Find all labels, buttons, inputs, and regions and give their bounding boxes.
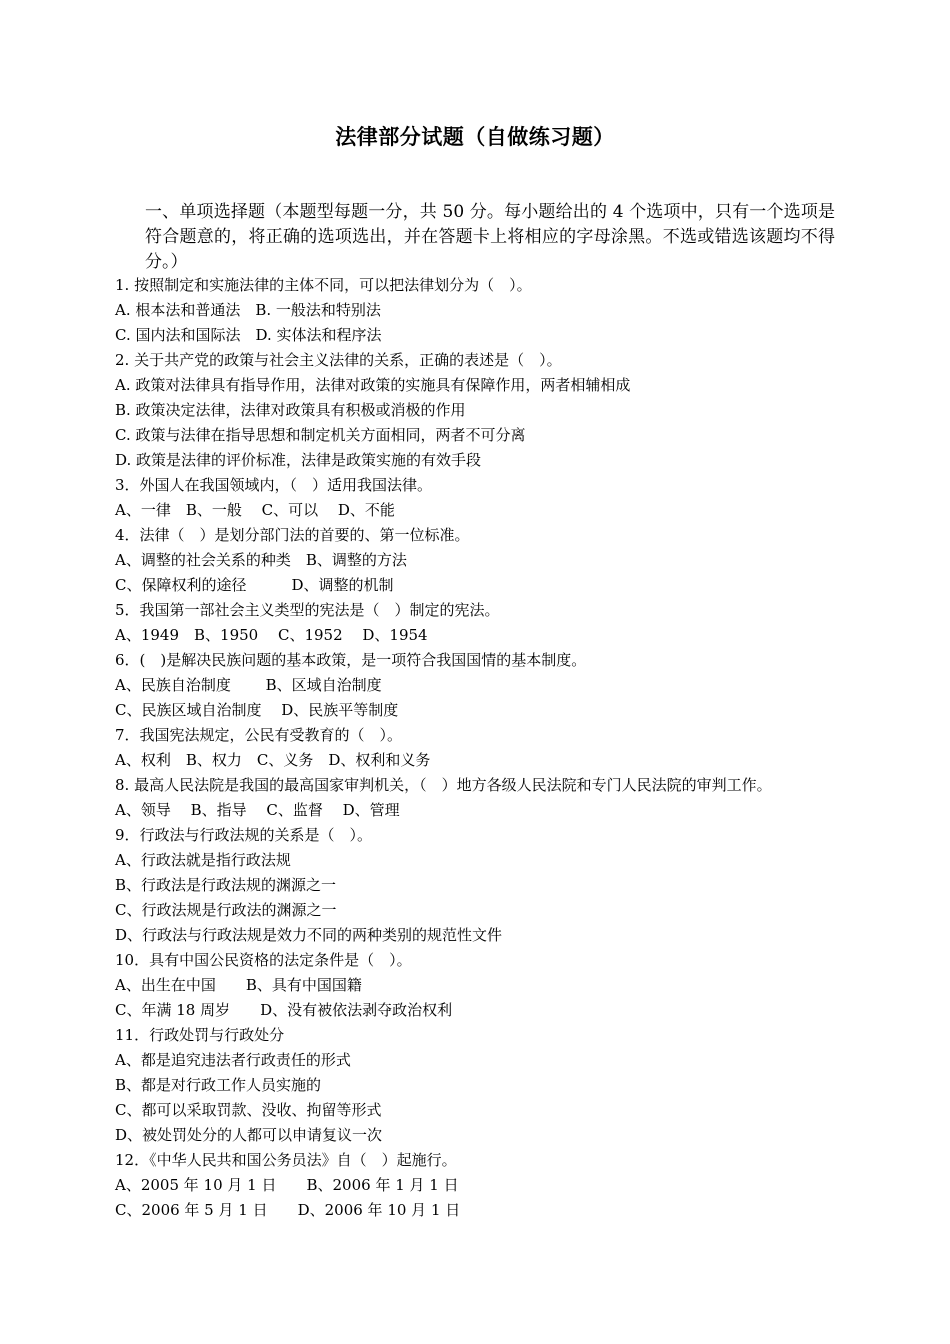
question-7: 7．我国宪法规定，公民有受教育的（ ）。 [115,726,403,744]
question-11: 11．行政处罚与行政处分 [115,1026,285,1044]
question-9-option-b: B、行政法是行政法规的渊源之一 [115,876,337,894]
question-2-option-b: B. 政策决定法律，法律对政策具有积极或消极的作用 [115,401,466,419]
question-3: 3．外国人在我国领域内，（ ）适用我国法律。 [115,476,433,494]
question-9: 9．行政法与行政法规的关系是（ ）。 [115,826,373,844]
question-10-options: C、年满 18 周岁 D、没有被依法剥夺政治权利 [115,1001,453,1019]
question-3-options: A、一律 B、一般 C、可以 D、不能 [115,501,395,519]
question-1: 1. 按照制定和实施法律的主体不同，可以把法律划分为（ ）。 [115,276,532,294]
question-5: 5．我国第一部社会主义类型的宪法是（ ）制定的宪法。 [115,601,500,619]
question-7-options: A、权利 B、权力 C、义务 D、权利和义务 [115,751,431,769]
question-9-option-a: A、行政法就是指行政法规 [115,851,291,869]
question-8: 8. 最高人民法院是我国的最高国家审判机关，（ ）地方各级人民法院和专门人民法院的审判工作。 [115,776,772,794]
question-1-options: C. 国内法和国际法 D. 实体法和程序法 [115,326,382,344]
section-intro: 一、单项选择题（本题型每题一分，共 50 分。每小题给出的 4 个选项中，只有一个选项是符合题意的，将正确的选项选出，并在答题卡上将相应的字母涂黑。不选或错选该题均不得分。） [145,202,835,272]
page-title: 法律部分试题（自做练习题） [335,125,615,149]
question-10: 10．具有中国公民资格的法定条件是（ ）。 [115,951,412,969]
question-1-options: A. 根本法和普通法 B. 一般法和特别法 [115,301,381,319]
question-2-option-d: D. 政策是法律的评价标准，法律是政策实施的有效手段 [115,451,482,469]
question-12: 12．《中华人民共和国公务员法》自（ ）起施行。 [115,1151,457,1169]
question-6-options: C、民族区域自治制度 D、民族平等制度 [115,701,399,719]
question-8-options: A、领导 B、指导 C、监督 D、管理 [115,801,400,819]
question-11-option-c: C、都可以采取罚款、没收、拘留等形式 [115,1101,382,1119]
question-2-option-a: A. 政策对法律具有指导作用，法律对政策的实施具有保障作用，两者相辅相成 [115,376,631,394]
question-4-options: A、调整的社会关系的种类 B、调整的方法 [115,551,407,569]
question-11-option-a: A、都是追究违法者行政责任的形式 [115,1051,351,1069]
question-12-options: A、2005 年 10 月 1 日 B、2006 年 1 月 1 日 [115,1176,459,1194]
question-6-options: A、民族自治制度 B、区域自治制度 [115,676,382,694]
question-4: 4．法律（ ）是划分部门法的首要的、第一位标准。 [115,526,470,544]
question-9-option-c: C、行政法规是行政法的渊源之一 [115,901,337,919]
question-11-option-d: D、被处罚处分的人都可以申请复议一次 [115,1126,383,1144]
question-10-options: A、出生在中国 B、具有中国国籍 [115,976,362,994]
question-9-option-d: D、行政法与行政法规是效力不同的两种类别的规范性文件 [115,926,503,944]
question-5-options: A、1949 B、1950 C、1952 D、1954 [115,626,428,644]
question-11-option-b: B、都是对行政工作人员实施的 [115,1076,322,1094]
question-2-option-c: C. 政策与法律在指导思想和制定机关方面相同，两者不可分离 [115,426,526,444]
question-2: 2. 关于共产党的政策与社会主义法律的关系，正确的表述是（ ）。 [115,351,562,369]
question-6: 6．( )是解决民族问题的基本政策，是一项符合我国国情的基本制度。 [115,651,587,669]
question-4-options: C、保障权利的途径 D、调整的机制 [115,576,394,594]
question-12-options: C、2006 年 5 月 1 日 D、2006 年 10 月 1 日 [115,1201,461,1219]
